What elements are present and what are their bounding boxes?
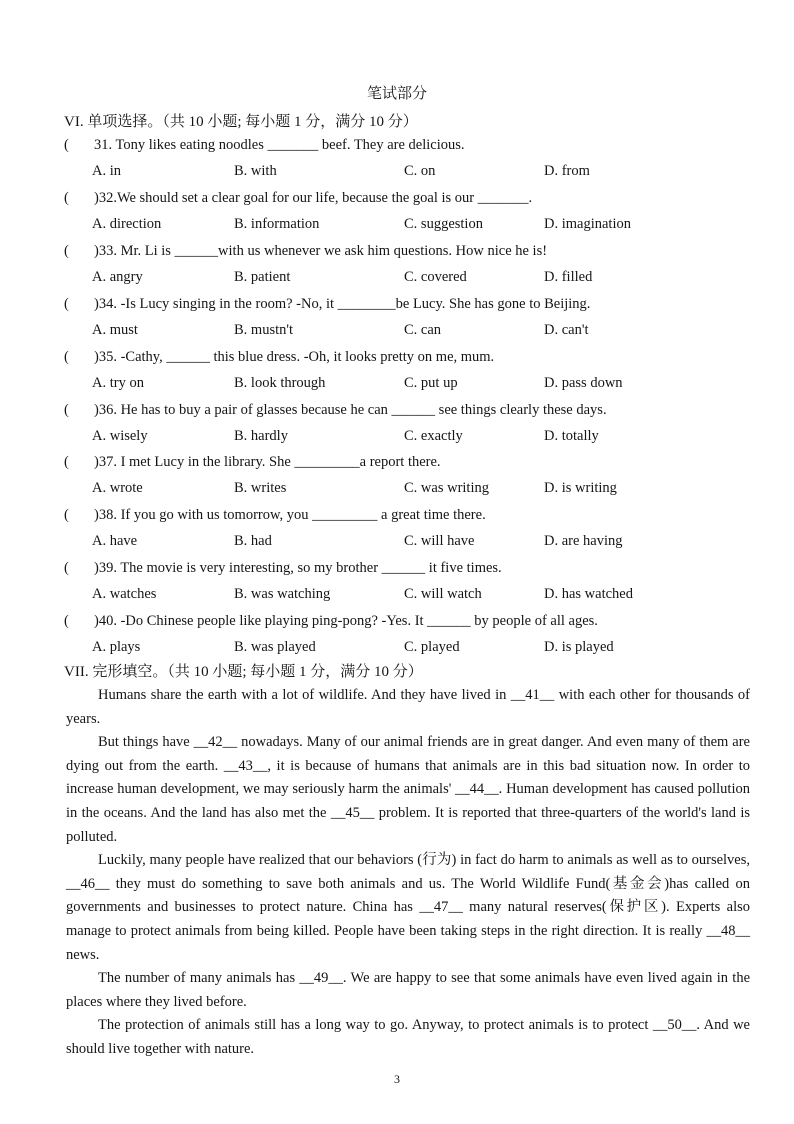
option-b: B. was played (234, 639, 316, 655)
option-d: D. totally (544, 428, 599, 444)
section-7-heading: VII. 完形填空。（共 10 小题; 每小题 1 分，满分 10 分） (64, 664, 423, 680)
question-stem-row (64, 560, 764, 584)
question-stem: )39. The movie is very interesting, so my brother ______ it five times. (94, 560, 502, 576)
option-a: A. direction (92, 216, 162, 232)
question-options (92, 216, 732, 240)
answer-paren: ( (64, 560, 69, 576)
question-stem-row (64, 613, 764, 637)
option-b: B. patient (234, 269, 291, 285)
option-b: B. information (234, 216, 320, 232)
question-stem-row (64, 507, 764, 531)
option-d: D. are having (544, 533, 623, 549)
option-a: A. wisely (92, 428, 148, 444)
answer-paren: ( (64, 296, 69, 312)
passage-paragraph: The number of many animals has __49__. We are happy to see that some animals have even lived again in the places where they lived before. (66, 970, 750, 1010)
question-stem: )32.We should set a clear goal for our life, because the goal is our _______. (94, 190, 533, 206)
option-a: A. have (92, 533, 138, 549)
question-stem: )36. He has to buy a pair of glasses because he can ______ see things clearly these days. (94, 402, 607, 418)
question-stem-row (64, 454, 764, 478)
question-stem-row (64, 296, 764, 320)
question-options (92, 480, 732, 504)
question-options (92, 533, 732, 557)
option-c: C. can (404, 322, 442, 338)
option-a: A. in (92, 163, 121, 179)
answer-paren: ( (64, 454, 69, 470)
option-a: A. plays (92, 639, 141, 655)
question-stem-row (64, 137, 764, 161)
option-a: A. must (92, 322, 138, 338)
question-stem: )33. Mr. Li is ______with us whenever we ask him questions. How nice he is! (94, 243, 548, 259)
option-d: D. is played (544, 639, 614, 655)
option-c: C. exactly (404, 428, 463, 444)
option-c: C. played (404, 639, 460, 655)
option-d: D. from (544, 163, 590, 179)
answer-paren: ( (64, 243, 69, 259)
question-options (92, 322, 732, 346)
question-options (92, 586, 732, 610)
question-stem: )34. -Is Lucy singing in the room? -No, it ________be Lucy. She has gone to Beijing. (94, 296, 591, 312)
cloze-passage (66, 684, 750, 1062)
question-options (92, 269, 732, 293)
option-a: A. watches (92, 586, 157, 602)
question-stem: )40. -Do Chinese people like playing ping-pong? -Yes. It ______ by people of all ages. (94, 613, 598, 629)
answer-paren: ( (64, 349, 69, 365)
option-c: C. was writing (404, 480, 489, 496)
question-options (92, 163, 732, 187)
option-a: A. wrote (92, 480, 143, 496)
option-b: B. had (234, 533, 272, 549)
option-b: B. writes (234, 480, 287, 496)
page-number: 3 (394, 1072, 400, 1086)
option-d: D. is writing (544, 480, 617, 496)
option-c: C. will watch (404, 586, 482, 602)
question-stem: )38. If you go with us tomorrow, you _________ a great time there. (94, 507, 486, 523)
option-c: C. put up (404, 375, 458, 391)
passage-paragraph: But things have __42__ nowadays. Many of our animal friends are in great danger. And even many of them are dying out from the earth. __43__, it is because of humans that animals are in this bad situation now. In order to increase human development, we may seriously harm the animals' __44__. Human development has caused pollution in the oceans. And the land has also met the __45__ problem. It is reported that three-quarters of the world's land is polluted. (66, 734, 750, 845)
option-c: C. will have (404, 533, 475, 549)
question-stem-row (64, 349, 764, 373)
question-stem: )35. -Cathy, ______ this blue dress. -Oh, it looks pretty on me, mum. (94, 349, 495, 365)
option-d: D. imagination (544, 216, 631, 232)
option-b: B. hardly (234, 428, 288, 444)
answer-paren: ( (64, 137, 69, 153)
option-d: D. has watched (544, 586, 633, 602)
option-b: B. was watching (234, 586, 331, 602)
passage-paragraph: The protection of animals still has a long way to go. Anyway, to protect animals is to protect __50__. And we should live together with nature. (66, 1017, 750, 1057)
passage-paragraph: Humans share the earth with a lot of wildlife. And they have lived in __41__ with each other for thousands of years. (66, 687, 750, 727)
option-d: D. pass down (544, 375, 623, 391)
option-b: B. look through (234, 375, 326, 391)
option-a: A. try on (92, 375, 144, 391)
answer-paren: ( (64, 402, 69, 418)
passage-paragraph: Luckily, many people have realized that our behaviors (行为) in fact do harm to animals as well as to ourselves, __46__ they must do something to save both animals and us. The World Wildlife Fund(基金会)has called on governments and businesses to protect nature. China has __47__ many natural reserves(保护区). Experts also manage to protect animals from being killed. People have been taking steps in the right direction. It is really __48__ news. (66, 852, 750, 963)
option-c: C. suggestion (404, 216, 483, 232)
question-stem-row (64, 190, 764, 214)
question-options (92, 428, 732, 452)
option-b: B. mustn't (234, 322, 294, 338)
option-b: B. with (234, 163, 277, 179)
answer-paren: ( (64, 507, 69, 523)
question-stem: 31. Tony likes eating noodles _______ beef. They are delicious. (94, 137, 465, 153)
question-options (92, 375, 732, 399)
answer-paren: ( (64, 190, 69, 206)
answer-paren: ( (64, 613, 69, 629)
question-stem-row (64, 402, 764, 426)
option-c: C. covered (404, 269, 467, 285)
option-c: C. on (404, 163, 436, 179)
option-d: D. can't (544, 322, 589, 338)
option-a: A. angry (92, 269, 143, 285)
section-6-heading: VI. 单项选择。（共 10 小题; 每小题 1 分，满分 10 分） (64, 114, 418, 130)
option-d: D. filled (544, 269, 593, 285)
question-stem-row (64, 243, 764, 267)
page-title: 笔试部分 (366, 86, 427, 102)
question-stem: )37. I met Lucy in the library. She _________a report there. (94, 454, 441, 470)
